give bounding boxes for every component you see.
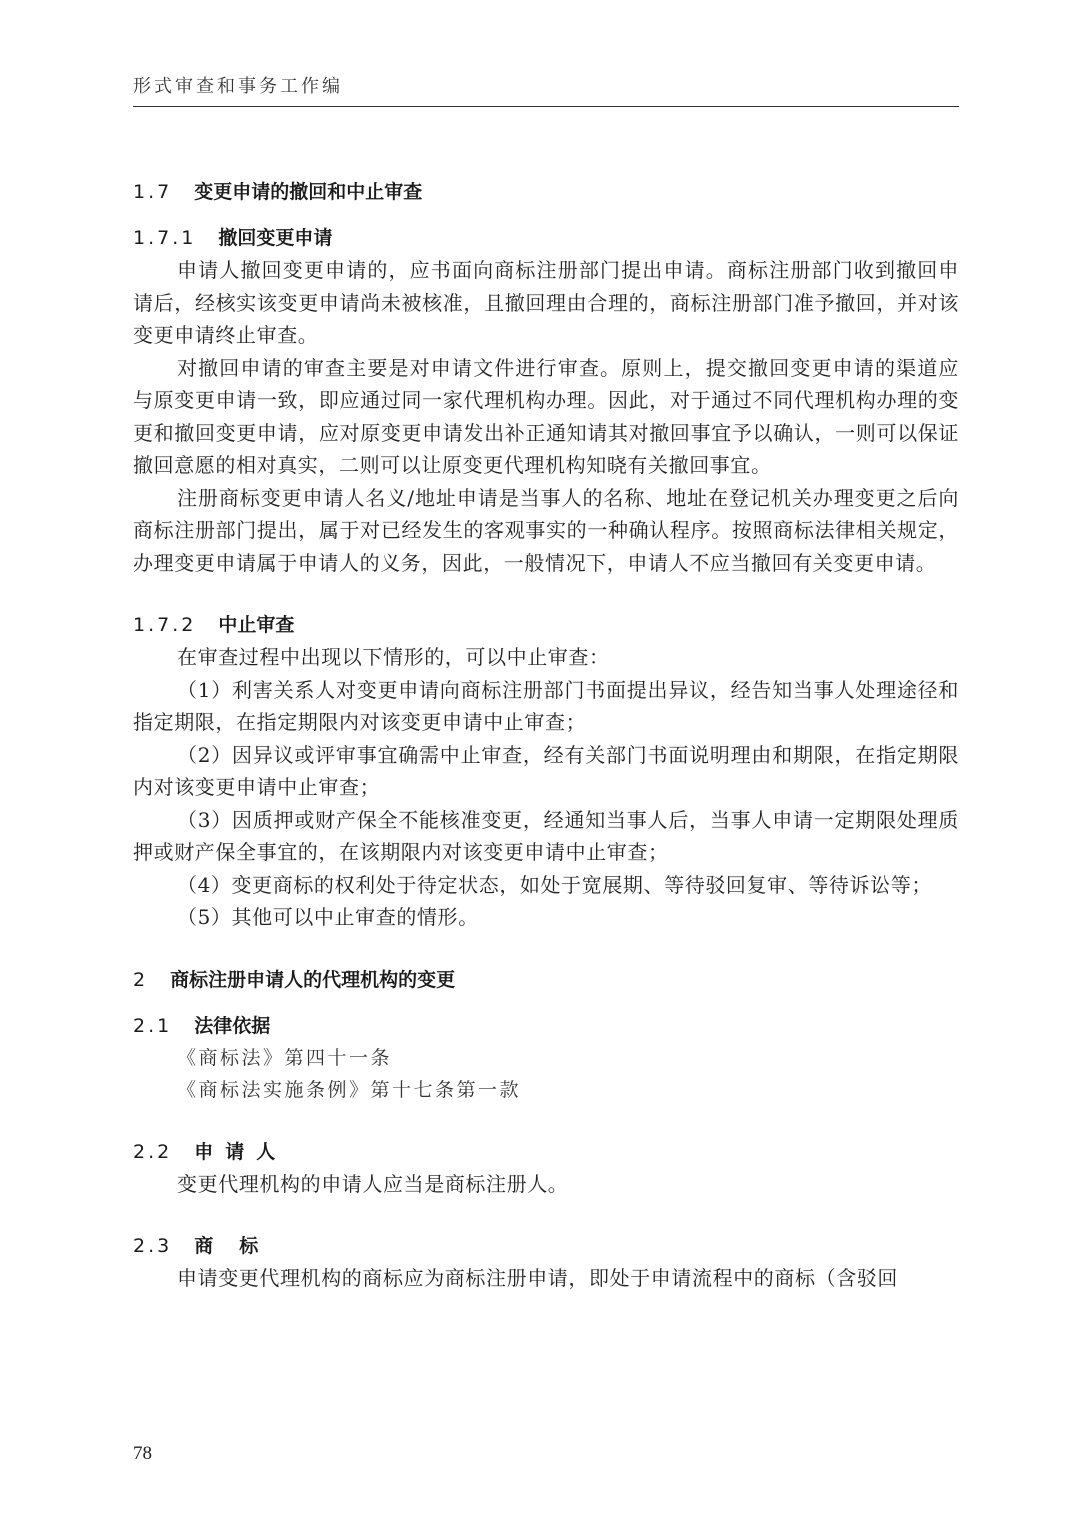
section-heading-1-7-1 [133,222,959,254]
section-title: 中止审查 [218,614,295,636]
paragraph: 变更代理机构的申请人应当是商标注册人。 [177,1171,569,1196]
section-number: 1.7.2 [133,614,197,636]
section-title: 申请人 [194,1140,288,1163]
section-number: 1.7.1 [133,227,197,249]
section-title: 法律依据 [194,1014,271,1037]
section-heading-2-3 [133,1230,959,1262]
legal-citation: 《商标法实施条例》第十七条第一款 [177,1078,522,1101]
legal-citation: 《商标法》第四十一条 [177,1046,393,1069]
paragraph: 对撤回申请的审查主要是对申请文件进行审查。原则上，提交撤回变更申请的渠道应与原变更申请一致，即应通过同一家代理机构办理。因此，对于通过不同代理机构办理的变更和撤回变更申请，应对原变更申请发出补正通知请其对撤回事宜予以确认，一则可以保证撤回意愿的相对真实，二则可以让原变更代理机构知晓有关撤回事宜。 [133,355,959,477]
section-title: 商标 [194,1235,285,1257]
running-head-title: 形式审查和事务工作编 [133,76,343,97]
header-rule [133,106,959,107]
section-number: 2.1 [133,1014,173,1037]
section-number: 1.7 [133,181,173,203]
list-item: （4）变更商标的权利处于待定状态，如处于宽展期、等待驳回复审、等待诉讼等； [177,872,932,897]
section-heading-2 [133,964,959,996]
paragraph: 注册商标变更申请人名义/地址申请是当事人的名称、地址在登记机关办理变更之后向商标注册部门提出，属于对已经发生的客观事实的一种确认程序。按照商标法律相关规定，办理变更申请属于申请人的义务，因此，一般情况下，申请人不应当撤回有关变更申请。 [133,485,959,575]
section-title: 变更申请的撤回和中止审查 [194,181,423,203]
section-heading-2-1 [133,1010,959,1042]
section-heading-1-7-2 [133,609,959,641]
list-item: （1）利害关系人对变更申请向商标注册部门书面提出异议，经告知当事人处理途径和指定期限，在指定期限内对该变更申请中止审查； [133,677,959,734]
section-number: 2 [133,968,149,991]
section-number: 2.3 [133,1235,173,1257]
section-heading-2-2 [133,1136,959,1168]
page-number: 78 [133,1443,152,1464]
section-number: 2.2 [133,1140,173,1163]
paragraph-intro: 在审查过程中出现以下情形的，可以中止审查： [177,645,610,669]
section-heading-1-7 [133,176,959,208]
list-item: （3）因质押或财产保全不能核准变更，经通知当事人后，当事人申请一定期限处理质押或财产保全事宜的，在该期限内对该变更申请中止审查； [133,807,959,864]
page-body [133,176,959,1295]
paragraph: 申请变更代理机构的商标应为商标注册申请，即处于申请流程中的商标（含驳回 [177,1266,898,1290]
section-title: 撤回变更申请 [218,227,333,249]
paragraph: 申请人撤回变更申请的，应书面向商标注册部门提出申请。商标注册部门收到撤回申请后，经核实该变更申请尚未被核准，且撤回理由合理的，商标注册部门准予撤回，并对该变更申请终止审查。 [133,258,959,347]
section-title: 商标注册申请人的代理机构的变更 [170,968,456,991]
list-item: （2）因异议或评审事宜确需中止审查，经有关部门书面说明理由和期限，在指定期限内对该变更申请中止审查； [133,742,959,799]
list-item: （5）其他可以中止审查的情形。 [177,905,479,929]
